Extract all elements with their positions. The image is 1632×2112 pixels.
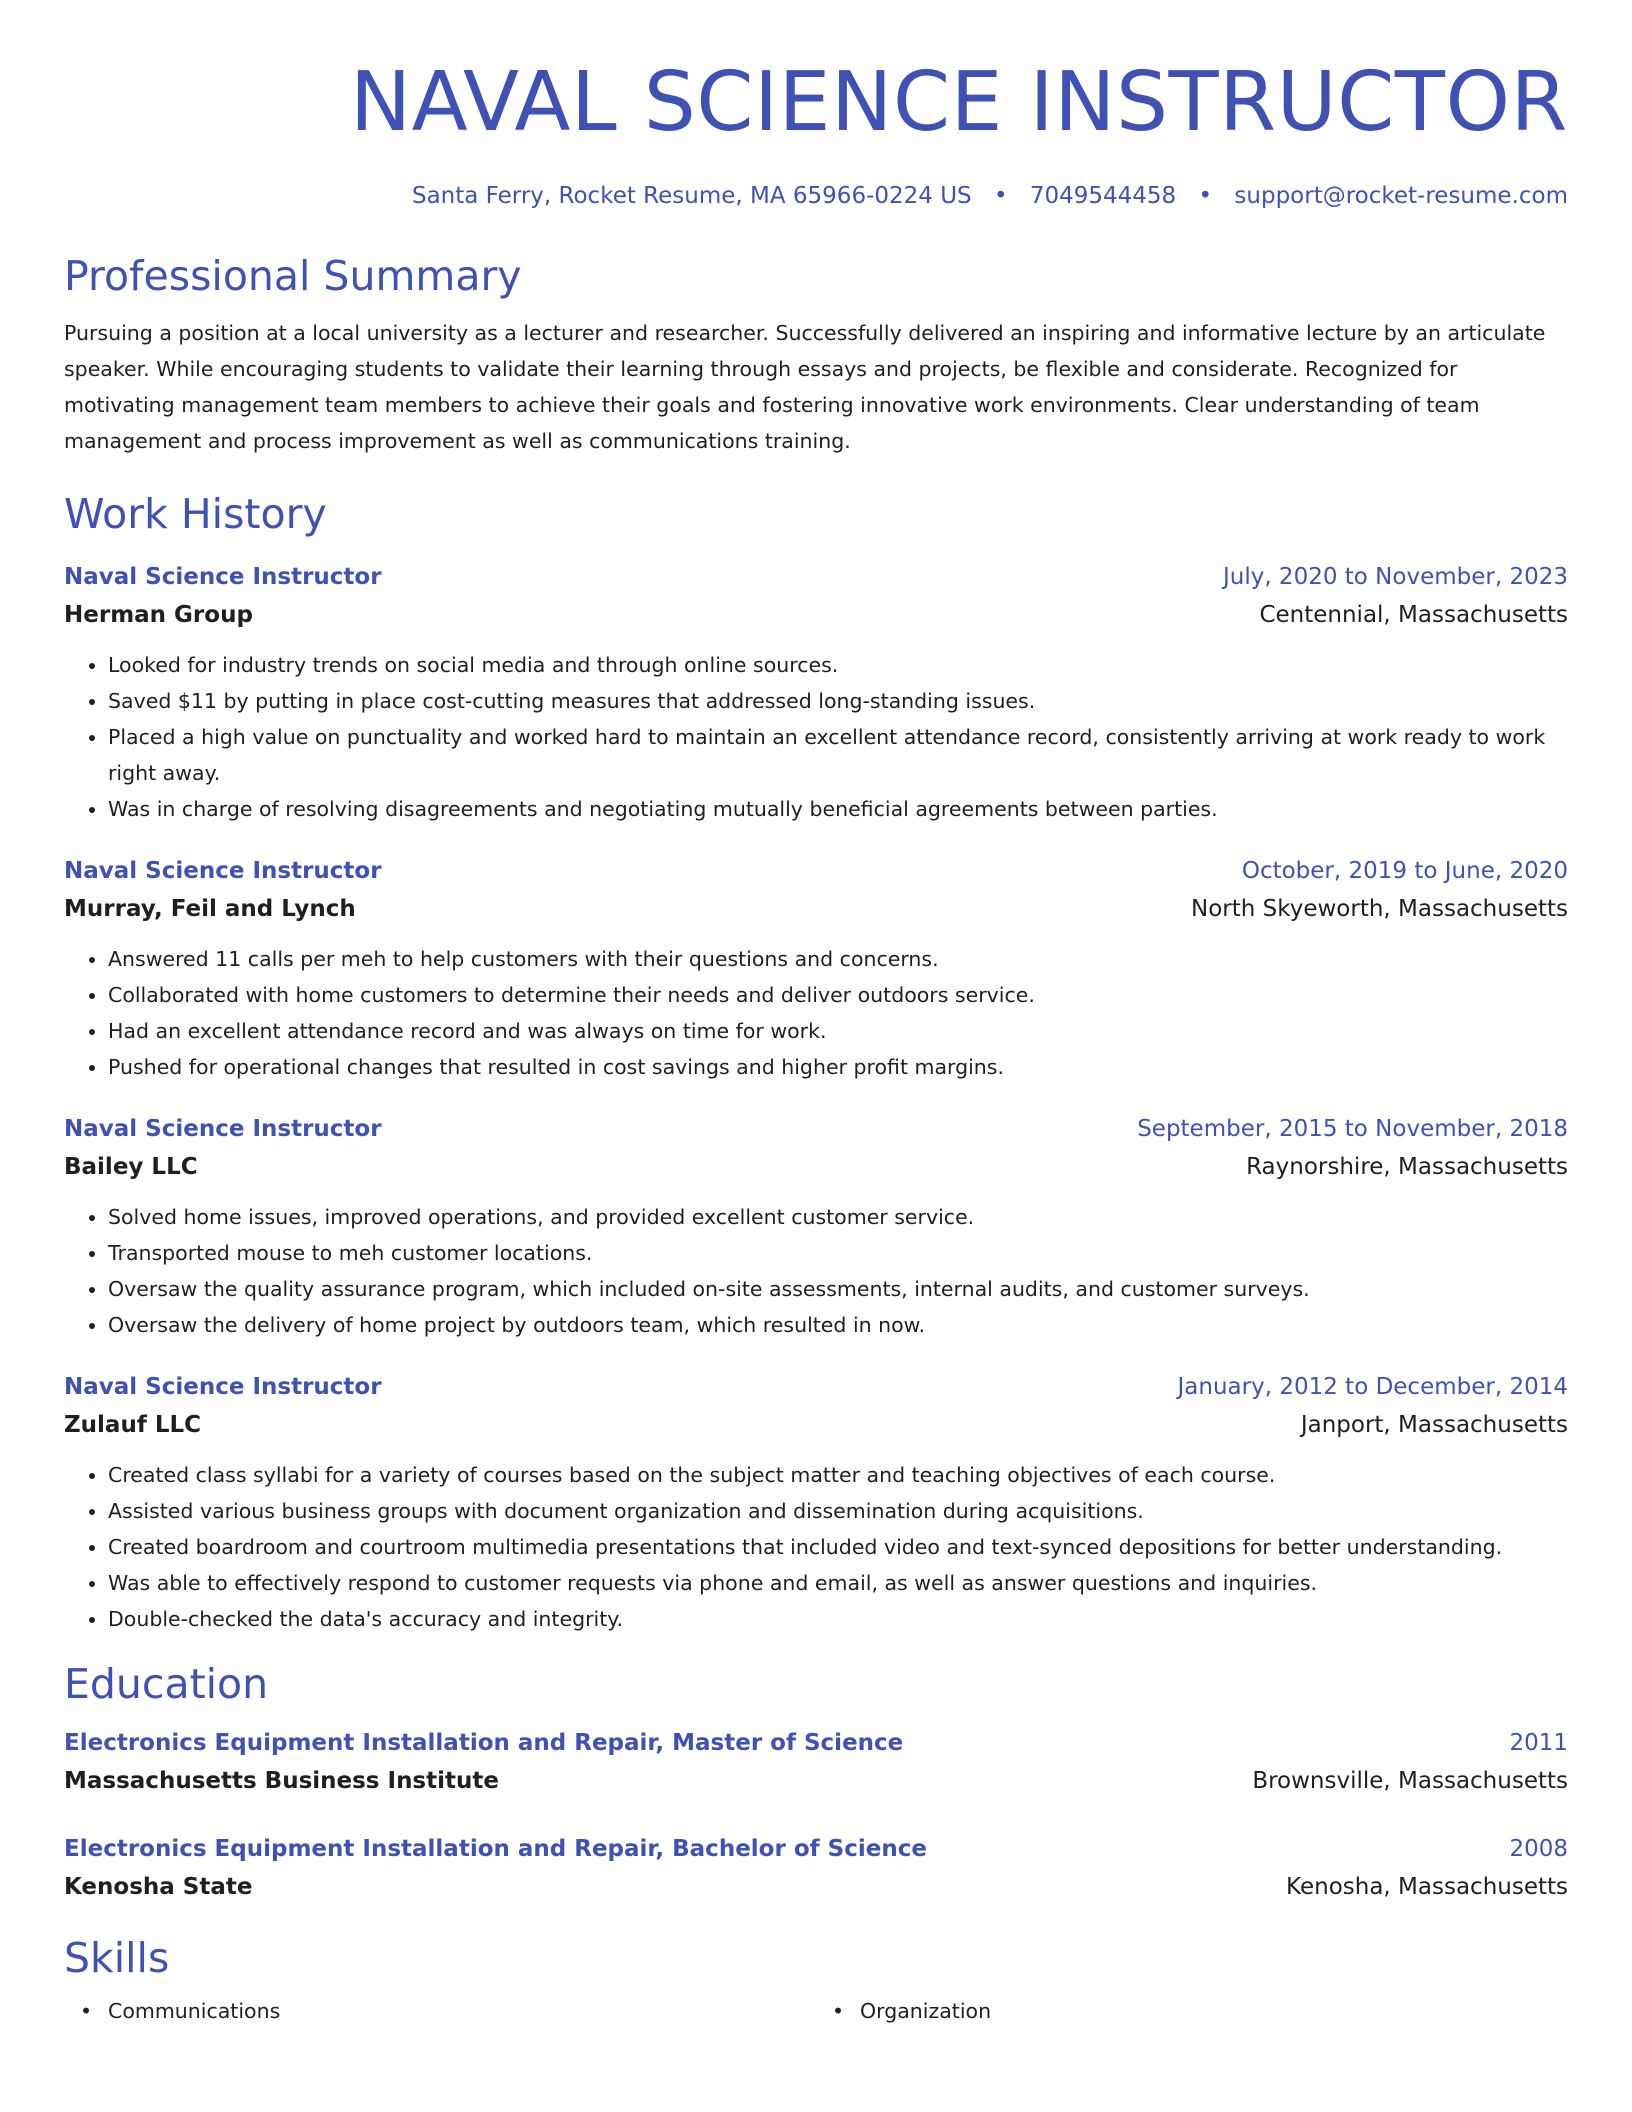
school-row xyxy=(64,1867,1568,1907)
job-title-row xyxy=(64,1369,1568,1405)
job-bullet: • Created class syllabi for a variety of courses based on the subject matter and teaching objectives of each course. xyxy=(108,1457,1568,1493)
job-title-row xyxy=(64,853,1568,889)
job-bullet: • Had an excellent attendance record and was always on time for work. xyxy=(108,1013,1568,1049)
school-location: Brownsville, Massachusetts xyxy=(1252,1768,1568,1794)
contact-separator: • xyxy=(993,183,1008,209)
degree-row xyxy=(64,1725,1568,1761)
job-dates: September, 2015 to November, 2018 xyxy=(1137,1116,1568,1142)
job-title: Naval Science Instructor xyxy=(64,564,382,590)
job-bullet: • Saved $11 by putting in place cost-cutting measures that addressed long-standing issues. xyxy=(108,683,1568,719)
job-bullet: • Was in charge of resolving disagreements and negotiating mutually beneficial agreements between parties. xyxy=(108,791,1568,827)
job-bullet: • Placed a high value on punctuality and worked hard to maintain an excellent attendance record, consistently arriving at work ready to work right away. xyxy=(108,719,1568,791)
company-name: Bailey LLC xyxy=(64,1154,198,1180)
summary-text: Pursuing a position at a local university as a lecturer and researcher. Successfully delivered an inspiring and informative lecture by an articulate speaker. While encouraging students to validate their learning through essays and projects, be flexible and considerate. Recognized for motivating management team members to achieve their goals and fostering innovative work environments. Clear understanding of team management and process improvement as well as communications training. xyxy=(64,321,1546,453)
job-bullets xyxy=(64,1199,1568,1343)
job-bullet: • Answered 11 calls per meh to help customers with their questions and concerns. xyxy=(108,941,1568,977)
job-bullets xyxy=(64,647,1568,827)
skill-item: • Communications xyxy=(64,1993,816,2029)
job-bullet: • Was able to effectively respond to customer requests via phone and email, as well as answer questions and inquiries. xyxy=(108,1565,1568,1601)
company-name: Herman Group xyxy=(64,602,253,628)
education-section xyxy=(64,1659,1568,1907)
work-history-section xyxy=(64,489,1568,1637)
job-bullet: • Solved home issues, improved operations, and provided excellent customer service. xyxy=(108,1199,1568,1235)
address: Santa Ferry, Rocket Resume, MA 65966-0224 US xyxy=(411,183,972,209)
job-location: North Skyeworth, Massachusetts xyxy=(1190,896,1568,922)
summary-section xyxy=(64,251,1568,459)
job-title-row xyxy=(64,559,1568,595)
contact-separator: • xyxy=(1198,183,1213,209)
job-entry xyxy=(64,1369,1568,1637)
job-dates: January, 2012 to December, 2014 xyxy=(1177,1374,1568,1400)
job-bullet: • Looked for industry trends on social media and through online sources. xyxy=(108,647,1568,683)
candidate-name: NAVAL SCIENCE INSTRUCTOR xyxy=(349,55,1568,150)
job-title: Naval Science Instructor xyxy=(64,1374,382,1400)
job-location: Raynorshire, Massachusetts xyxy=(1246,1154,1568,1180)
section-title-summary: Professional Summary xyxy=(64,252,522,300)
job-dates: October, 2019 to June, 2020 xyxy=(1241,858,1568,884)
school-name: Kenosha State xyxy=(64,1874,253,1900)
graduation-year: 2008 xyxy=(1509,1836,1568,1862)
company-name: Zulauf LLC xyxy=(64,1412,202,1438)
job-entry xyxy=(64,1111,1568,1343)
job-bullet: • Transported mouse to meh customer locations. xyxy=(108,1235,1568,1271)
section-title-education: Education xyxy=(64,1660,269,1708)
section-title-skills: Skills xyxy=(64,1934,170,1982)
education-entry xyxy=(64,1831,1568,1907)
degree-row xyxy=(64,1831,1568,1867)
school-location: Kenosha, Massachusetts xyxy=(1286,1874,1568,1900)
job-bullets xyxy=(64,1457,1568,1637)
job-bullets xyxy=(64,941,1568,1085)
contact-line xyxy=(64,181,1568,211)
job-bullet: • Created boardroom and courtroom multimedia presentations that included video and text-synced depositions for better understanding. xyxy=(108,1529,1568,1565)
job-bullet: • Pushed for operational changes that resulted in cost savings and higher profit margins. xyxy=(108,1049,1568,1085)
company-row xyxy=(64,1405,1568,1445)
job-entry xyxy=(64,559,1568,827)
company-row xyxy=(64,595,1568,635)
skill-item: • Organization xyxy=(816,1993,1568,2029)
job-location: Janport, Massachusetts xyxy=(1300,1412,1568,1438)
company-row xyxy=(64,1147,1568,1187)
job-title-row xyxy=(64,1111,1568,1147)
school-name: Massachusetts Business Institute xyxy=(64,1768,499,1794)
job-location: Centennial, Massachusetts xyxy=(1259,602,1568,628)
job-bullet: • Assisted various business groups with document organization and dissemination during acquisitions. xyxy=(108,1493,1568,1529)
job-title: Naval Science Instructor xyxy=(64,1116,382,1142)
degree-title: Electronics Equipment Installation and Repair, Master of Science xyxy=(64,1730,904,1756)
section-title-work-history: Work History xyxy=(64,490,327,538)
skills-section xyxy=(64,1933,1568,2029)
education-entry xyxy=(64,1725,1568,1801)
job-dates: July, 2020 to November, 2023 xyxy=(1222,564,1568,590)
job-bullet: • Double-checked the data's accuracy and integrity. xyxy=(108,1601,1568,1637)
phone-number: 7049544458 xyxy=(1029,183,1177,209)
job-bullet: • Oversaw the quality assurance program, which included on-site assessments, internal audits, and customer surveys. xyxy=(108,1271,1568,1307)
job-entry xyxy=(64,853,1568,1085)
job-bullet: • Oversaw the delivery of home project by outdoors team, which resulted in now. xyxy=(108,1307,1568,1343)
email-address: support@rocket-resume.com xyxy=(1234,183,1568,209)
school-row xyxy=(64,1761,1568,1801)
resume-header xyxy=(64,0,1568,211)
job-bullet: • Collaborated with home customers to determine their needs and deliver outdoors service. xyxy=(108,977,1568,1013)
degree-title: Electronics Equipment Installation and Repair, Bachelor of Science xyxy=(64,1836,927,1862)
company-row xyxy=(64,889,1568,929)
company-name: Murray, Feil and Lynch xyxy=(64,896,356,922)
job-title: Naval Science Instructor xyxy=(64,858,382,884)
graduation-year: 2011 xyxy=(1509,1730,1568,1756)
skills-list xyxy=(64,1993,1568,2029)
